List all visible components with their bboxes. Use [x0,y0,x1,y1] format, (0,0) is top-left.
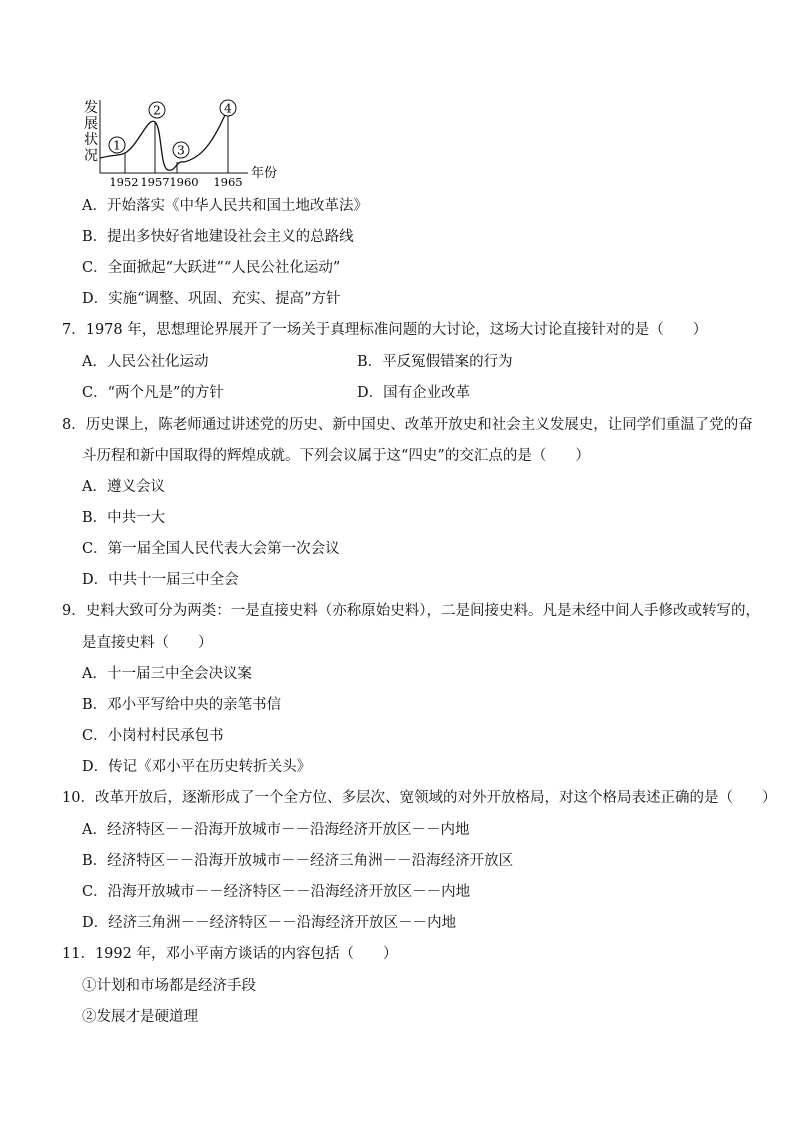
graph-year-1960: 1960 [169,175,199,188]
q10-option-a: A．经济特区－－沿海开放城市－－沿海经济开放区－－内地 [82,822,470,838]
q6-option-a: A．开始落实《中华人民共和国土地改革法》 [82,198,368,214]
development-graph [80,96,290,188]
graph-y-label-1: 发 [84,100,98,116]
q9-stem-line2: 是直接史料（ ） [82,635,213,651]
q9-option-c: C．小岗村村民承包书 [82,728,224,744]
q9-stem-line1: 9．史料大致可分为两类：一是直接史料（亦称原始史料），二是间接史料。凡是未经中间人手修改或转写的， [62,603,760,619]
graph-marker-2: 2 [153,103,161,118]
q7-option-b: B．平反冤假错案的行为 [357,354,513,370]
q9-option-a: A．十一届三中全会决议案 [82,666,252,682]
q10-option-b: B．经济特区－－沿海开放城市－－经济三角洲－－沿海经济开放区 [82,853,514,869]
q10-stem: 10．改革开放后，逐渐形成了一个全方位、多层次、宽领域的对外开放格局，对这个格局表述正确的是（ ） [62,790,777,806]
graph-y-label-4: 况 [84,148,98,164]
graph-marker-3: 3 [177,143,185,158]
graph-year-1952: 1952 [109,175,139,188]
q7-stem: 7．1978 年，思想理论界展开了一场关于真理标准问题的大讨论，这场大讨论直接针对的是（ ） [62,322,708,338]
q8-option-b: B．中共一大 [82,510,166,526]
q8-stem-line2: 斗历程和新中国取得的辉煌成就。下列会议属于这“四史”的交汇点的是（ ） [82,448,590,464]
graph-x-label: 年份 [251,166,278,181]
q6-option-d: D．实施“调整、巩固、充实、提高”方针 [82,291,341,307]
graph-year-1957: 1957 [140,175,170,188]
q6-option-b: B．提出多快好省地建设社会主义的总路线 [82,229,354,245]
graph-marker-4: 4 [224,101,232,116]
q8-stem-line1: 8．历史课上，陈老师通过讲述党的历史、新中国史、改革开放史和社会主义发展史，让同学们重温了党的奋 [62,417,753,433]
graph-y-label-3: 状 [84,132,98,148]
graph-year-1965: 1965 [213,175,243,188]
q11-item-1: ①计划和市场都是经济手段 [82,978,256,994]
q7-option-a: A．人民公社化运动 [82,354,209,370]
q7-option-c: C．“两个凡是”的方针 [82,385,224,401]
q11-stem: 11．1992 年，邓小平南方谈话的内容包括（ ） [62,946,398,962]
q8-option-d: D．中共十一届三中全会 [82,572,239,588]
graph-y-label-2: 展 [84,116,98,132]
q8-option-a: A．遵义会议 [82,479,165,495]
q6-option-c: C．全面掀起“大跃进”“人民公社化运动” [82,260,341,276]
q10-option-c: C．沿海开放城市－－经济特区－－沿海经济开放区－－内地 [82,884,471,900]
graph-marker-1: 1 [113,138,121,153]
q8-option-c: C．第一届全国人民代表大会第一次会议 [82,541,340,557]
q9-option-b: B．邓小平写给中央的亲笔书信 [82,697,282,713]
q11-item-2: ②发展才是硬道理 [82,1009,198,1025]
q9-option-d: D．传记《邓小平在历史转折关头》 [82,759,312,775]
q7-option-d: D．国有企业改革 [357,385,471,401]
q10-option-d: D．经济三角洲－－经济特区－－沿海经济开放区－－内地 [82,915,457,931]
